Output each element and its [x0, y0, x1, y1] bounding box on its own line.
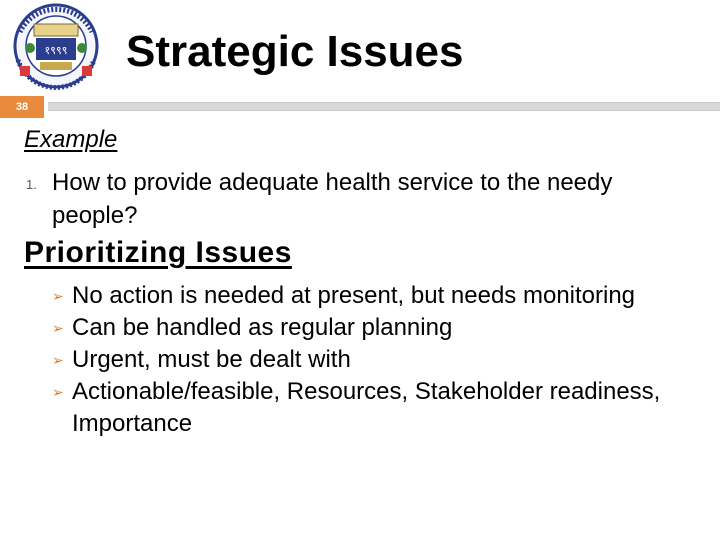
arrow-bullet-icon: ➢: [52, 288, 64, 304]
institution-seal-icon: [4, 2, 108, 90]
list-item-text: How to provide adequate health service to the needy people?: [52, 169, 613, 229]
bullet-text: Can be handled as regular planning: [72, 314, 453, 341]
bullet-text: Actionable/feasible, Resources, Stakeholder readiness, Importance: [72, 378, 661, 437]
list-item: [46, 376, 696, 440]
page-title: Strategic Issues: [126, 27, 464, 76]
bullet-list: [46, 280, 696, 440]
arrow-bullet-icon: ➢: [52, 384, 64, 400]
section-heading: Prioritizing Issues: [24, 236, 292, 269]
divider: [48, 102, 720, 111]
list-item: [46, 312, 696, 344]
arrow-bullet-icon: ➢: [52, 320, 64, 336]
list-item: [46, 344, 696, 376]
arrow-bullet-icon: ➢: [52, 352, 64, 368]
bullet-text: No action is needed at present, but needs monitoring: [72, 282, 636, 309]
slide-number-badge: 38: [0, 96, 44, 118]
list-item: [46, 280, 696, 312]
numbered-list-item: [26, 166, 686, 232]
list-number: 1.: [26, 177, 37, 192]
example-heading: Example: [24, 126, 118, 153]
seal-number: १९९९: [44, 44, 68, 57]
bullet-text: Urgent, must be dealt with: [72, 346, 351, 373]
institution-logo: [4, 2, 108, 90]
header-rule: [0, 96, 720, 118]
